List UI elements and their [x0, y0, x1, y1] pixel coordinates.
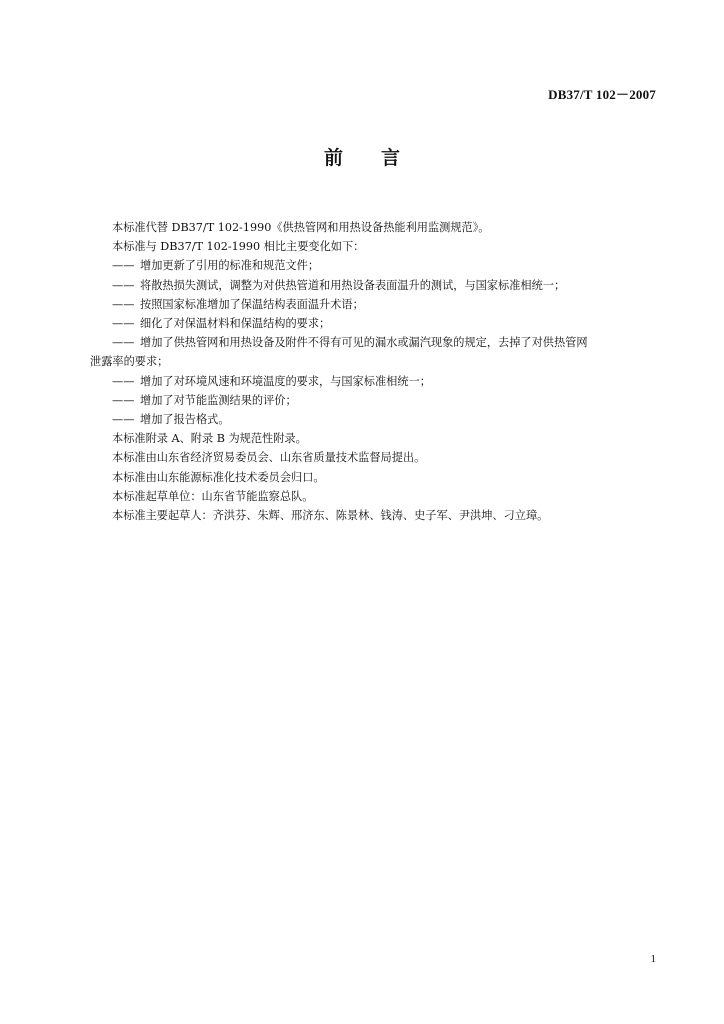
- dash-marker: ——: [112, 336, 135, 350]
- standard-code: DB37/T 102－2007: [548, 87, 656, 102]
- change-item-text: 将散热损失测试，调整为对供热管道和用热设备表面温升的测试，与国家标准相统一；: [140, 278, 566, 292]
- page-number: 1: [650, 953, 656, 965]
- change-item: [90, 372, 660, 391]
- dash-marker: ——: [112, 278, 135, 292]
- change-item-text-continued: 泄露率的要求；: [90, 355, 169, 369]
- change-item: [90, 256, 660, 275]
- change-item-text: 增加了供热管网和用热设备及附件不得有可见的漏水或漏汽现象的规定，去掉了对供热管网: [140, 336, 588, 350]
- change-item: [90, 314, 660, 333]
- change-item: [90, 333, 660, 371]
- dash-marker: ——: [112, 297, 135, 311]
- paragraph-drafting-unit: 本标准起草单位：山东省节能监察总队。: [112, 489, 314, 503]
- change-item-text: 细化了对保温材料和保温结构的要求；: [140, 317, 331, 331]
- dash-marker: ——: [112, 259, 135, 273]
- change-item: [90, 391, 660, 410]
- change-item: [90, 276, 660, 295]
- change-item-text: 增加了对环境风速和环境温度的要求，与国家标准相统一；: [140, 374, 431, 388]
- dash-marker: ——: [112, 317, 135, 331]
- dash-marker: ——: [112, 393, 135, 407]
- paragraph-centralized-by: 本标准由山东能源标准化技术委员会归口。: [112, 470, 325, 484]
- dash-marker: ——: [112, 413, 135, 427]
- paragraph-replaces: 本标准代替 DB37/T 102-1990《供热管网和用热设备热能利用监测规范》。: [112, 221, 490, 234]
- paragraph-appendix: 本标准附录 A、附录 B 为规范性附录。: [112, 432, 307, 446]
- change-item-text: 按照国家标准增加了保温结构表面温升术语；: [140, 297, 364, 311]
- change-item-text: 增加了对节能监测结果的评价；: [140, 393, 297, 407]
- dash-marker: ——: [112, 374, 135, 388]
- page-title: 前言: [323, 147, 438, 169]
- paragraph-changes-intro: 本标准与 DB37/T 102-1990 相比主要变化如下：: [112, 240, 365, 254]
- change-item-text: 增加更新了引用的标准和规范文件；: [140, 259, 320, 273]
- change-item: [90, 410, 660, 429]
- change-item-text: 增加了报告格式。: [140, 413, 230, 427]
- paragraph-proposed-by: 本标准由山东省经济贸易委员会、山东省质量技术监督局提出。: [112, 451, 426, 465]
- change-item: [90, 295, 660, 314]
- paragraph-drafters: 本标准主要起草人：齐洪芬、朱辉、邢济东、陈景林、钱涛、史子军、尹洪坤、刁立璋。: [112, 509, 549, 523]
- foreword-body: [90, 218, 660, 525]
